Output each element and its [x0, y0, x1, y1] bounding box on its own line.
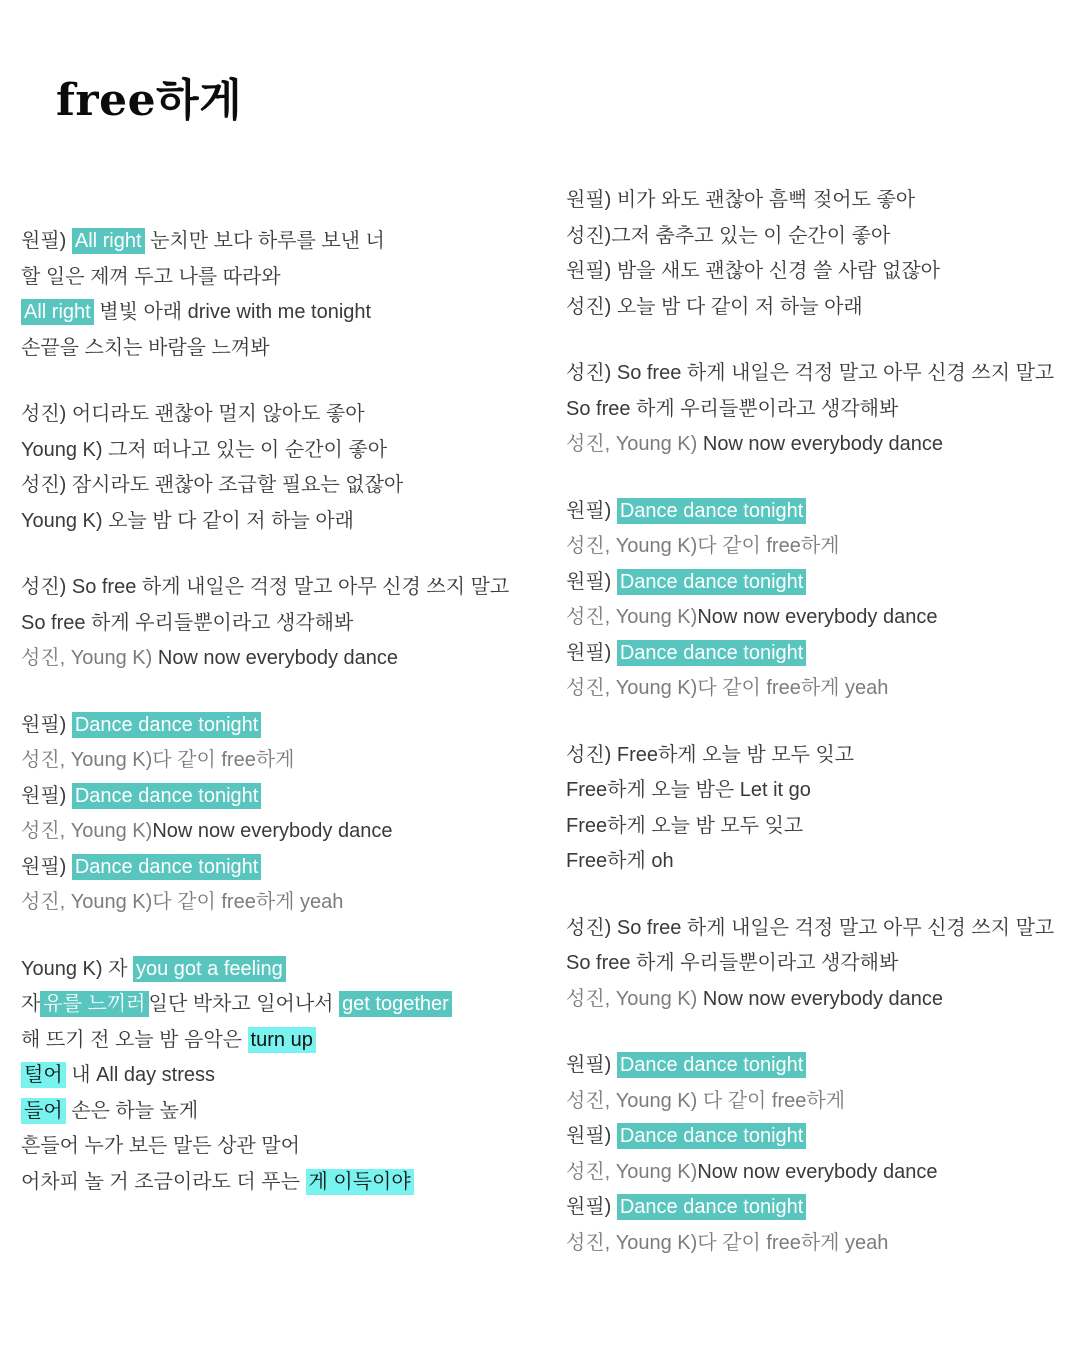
lyric-text: 어차피 놀 거 조금이라도 더 푸는 [21, 1170, 306, 1193]
highlighted-lyric: Dance dance tonight [72, 854, 261, 880]
lyric-line [566, 809, 1076, 845]
lyric-text: 원필) [21, 230, 72, 252]
lyric-text: 성진, Young K)다 같이 free하게 yeah [566, 677, 889, 699]
lyric-text: 손은 하늘 높게 [65, 1099, 199, 1122]
lyric-line [21, 468, 561, 504]
highlighted-lyric: All right [72, 228, 145, 254]
lyric-line [21, 1165, 561, 1201]
lyric-text: 자 [21, 993, 41, 1015]
lyric-line [566, 1048, 1076, 1084]
lyric-line [21, 224, 561, 260]
lyric-text: So free 하게 우리들뿐이라고 생각해봐 [566, 397, 899, 420]
lyric-line [566, 356, 1076, 392]
highlighted-lyric: turn up [248, 1027, 316, 1053]
lyric-text: 원필) [566, 570, 617, 593]
lyric-line [566, 946, 1076, 982]
lyric-line [21, 987, 561, 1023]
lyric-line [21, 260, 561, 296]
highlighted-lyric: 들어 [21, 1098, 66, 1124]
highlighted-lyric: 유를 느끼러 [40, 991, 148, 1017]
lyric-line [21, 331, 561, 367]
lyric-text: 성진) 오늘 밤 다 같이 저 하늘 아래 [566, 295, 863, 318]
lyric-line [566, 183, 1076, 219]
lyric-line [566, 1226, 1076, 1262]
highlighted-lyric: get together [339, 991, 452, 1017]
lyric-text: 성진, Young K) 다 같이 free하게 [566, 1089, 846, 1112]
lyric-text: Now now everybody dance [152, 820, 393, 842]
lyric-text: 눈치만 보다 하루를 보낸 너 [144, 230, 385, 252]
lyric-text: 성진) So free 하게 내일은 걱정 말고 아무 신경 쓰지 말고 [566, 362, 1055, 384]
lyric-line [21, 1058, 561, 1094]
lyric-text: 흔들어 누가 보든 말든 상관 말어 [21, 1135, 300, 1157]
lyric-text: So free 하게 우리들뿐이라고 생각해봐 [566, 952, 899, 974]
lyric-line [21, 779, 561, 815]
lyric-text: 성진, Young K)다 같이 free하게 yeah [21, 891, 344, 913]
lyric-line [566, 1190, 1076, 1226]
lyric-text: 성진) So free 하게 내일은 걱정 말고 아무 신경 쓰지 말고 [566, 916, 1055, 939]
lyric-line [566, 290, 1076, 326]
lyric-line [566, 1155, 1076, 1191]
lyric-line [566, 565, 1076, 601]
lyric-text: So free 하게 우리들뿐이라고 생각해봐 [21, 611, 354, 634]
lyric-text: Young K) 자 [21, 957, 133, 980]
lyric-line [566, 1084, 1076, 1120]
stanza [566, 183, 1076, 325]
lyric-text: 성진) 잠시라도 괜찮아 조급할 필요는 없잖아 [21, 474, 404, 496]
lyric-text: 성진)그저 춤추고 있는 이 순간이 좋아 [566, 224, 891, 247]
lyric-line [566, 1119, 1076, 1155]
lyric-line [21, 570, 561, 606]
lyric-text: 내 All day stress [65, 1064, 215, 1086]
lyric-text: 손끝을 스치는 바람을 느껴봐 [21, 336, 270, 359]
stanza [21, 708, 561, 921]
lyric-text: 성진, Young K) [21, 647, 153, 669]
page-title: free하게 [56, 75, 243, 126]
lyric-line [566, 219, 1076, 255]
highlighted-lyric: Dance dance tonight [617, 1052, 806, 1078]
stanza [21, 397, 561, 539]
stanza [566, 494, 1076, 707]
lyric-line [21, 1094, 561, 1130]
lyric-text: 원필) 비가 와도 괜찮아 흠뻑 젖어도 좋아 [566, 189, 916, 211]
lyric-text: Free하게 oh [566, 850, 674, 872]
lyric-text: Now now everybody dance [697, 606, 938, 628]
lyric-line [21, 397, 561, 433]
lyric-line [566, 392, 1076, 428]
stanza [566, 738, 1076, 880]
lyric-line [566, 738, 1076, 774]
lyric-text: 성진, Young K) [21, 820, 153, 842]
lyric-line [566, 773, 1076, 809]
lyric-line [566, 529, 1076, 565]
stanza [21, 224, 561, 366]
lyric-text: Now now everybody dance [697, 1160, 938, 1183]
highlighted-lyric: All right [21, 299, 94, 325]
lyric-text: 별빛 아래 drive with me tonight [93, 301, 372, 323]
lyric-text: 할 일은 제껴 두고 나를 따라와 [21, 265, 281, 288]
highlighted-lyric: 게 이득이야 [306, 1169, 414, 1195]
highlighted-lyric: you got a feeling [133, 956, 286, 982]
lyric-text: 원필) [21, 784, 72, 807]
lyric-line [21, 641, 561, 677]
stanza [21, 570, 561, 677]
lyric-line [21, 504, 561, 540]
lyric-text: 원필) [566, 499, 617, 522]
lyric-text: 성진, Young K) [566, 433, 698, 455]
lyric-text: Now now everybody dance [152, 647, 399, 669]
lyric-text: Now now everybody dance [697, 433, 944, 455]
lyric-line [566, 494, 1076, 530]
highlighted-lyric: 털어 [21, 1062, 66, 1088]
lyric-text: 성진) So free 하게 내일은 걱정 말고 아무 신경 쓰지 말고 [21, 576, 510, 598]
lyric-text: 성진, Young K)다 같이 free하게 [21, 749, 295, 771]
stanza [21, 952, 561, 1201]
lyric-text: 일단 박차고 일어나서 [148, 993, 340, 1015]
lyrics-column-left [21, 224, 561, 1231]
lyric-line [21, 885, 561, 921]
lyric-line [21, 606, 561, 642]
lyric-text: 성진, Young K) [566, 987, 698, 1010]
lyric-text: Now now everybody dance [697, 987, 944, 1010]
lyric-line [566, 600, 1076, 636]
highlighted-lyric: Dance dance tonight [72, 783, 261, 809]
lyric-text: 원필) [566, 1125, 617, 1147]
lyric-line [566, 982, 1076, 1018]
lyric-text: 성진) Free하게 오늘 밤 모두 잊고 [566, 743, 855, 766]
lyric-line [566, 671, 1076, 707]
lyric-line [21, 708, 561, 744]
highlighted-lyric: Dance dance tonight [617, 498, 806, 524]
highlighted-lyric: Dance dance tonight [617, 569, 806, 595]
highlighted-lyric: Dance dance tonight [617, 1123, 806, 1149]
lyric-line [21, 814, 561, 850]
lyric-text: 성진, Young K) [566, 606, 698, 628]
lyric-line [21, 1129, 561, 1165]
lyric-text: 성진, Young K)다 같이 free하게 [566, 535, 840, 557]
lyric-line [21, 433, 561, 469]
lyric-line [21, 743, 561, 779]
highlighted-lyric: Dance dance tonight [617, 640, 806, 666]
highlighted-lyric: Dance dance tonight [617, 1194, 806, 1220]
lyric-text: 원필) [566, 641, 617, 664]
highlighted-lyric: Dance dance tonight [72, 712, 261, 738]
lyric-text: Free하게 오늘 밤은 Let it go [566, 779, 811, 801]
lyric-text: 성진) 어디라도 괜찮아 멀지 않아도 좋아 [21, 403, 365, 425]
lyric-text: Young K) 그저 떠나고 있는 이 순간이 좋아 [21, 438, 388, 461]
lyric-line [21, 850, 561, 886]
lyric-text: 원필) [21, 713, 72, 736]
lyric-text: Young K) 오늘 밤 다 같이 저 하늘 아래 [21, 509, 354, 532]
lyrics-column-right [566, 183, 1076, 1292]
lyric-text: 원필) 밤을 새도 괜찮아 신경 쓸 사람 없잖아 [566, 260, 940, 282]
lyric-text: 성진, Young K) [566, 1160, 698, 1183]
lyric-text: 원필) [566, 1196, 617, 1218]
lyric-text: 성진, Young K)다 같이 free하게 yeah [566, 1231, 889, 1254]
lyric-text: 원필) [566, 1054, 617, 1076]
lyric-line [566, 636, 1076, 672]
lyric-text: Free하게 오늘 밤 모두 잊고 [566, 814, 804, 837]
stanza [566, 1048, 1076, 1261]
lyric-line [21, 295, 561, 331]
lyric-line [566, 844, 1076, 880]
stanza [566, 356, 1076, 463]
lyric-line [566, 427, 1076, 463]
lyric-text: 해 뜨기 전 오늘 밤 음악은 [21, 1028, 248, 1051]
lyric-line [566, 254, 1076, 290]
stanza [566, 911, 1076, 1018]
lyric-line [566, 911, 1076, 947]
lyric-line [21, 952, 561, 988]
lyric-line [21, 1023, 561, 1059]
lyric-text: 원필) [21, 855, 72, 878]
